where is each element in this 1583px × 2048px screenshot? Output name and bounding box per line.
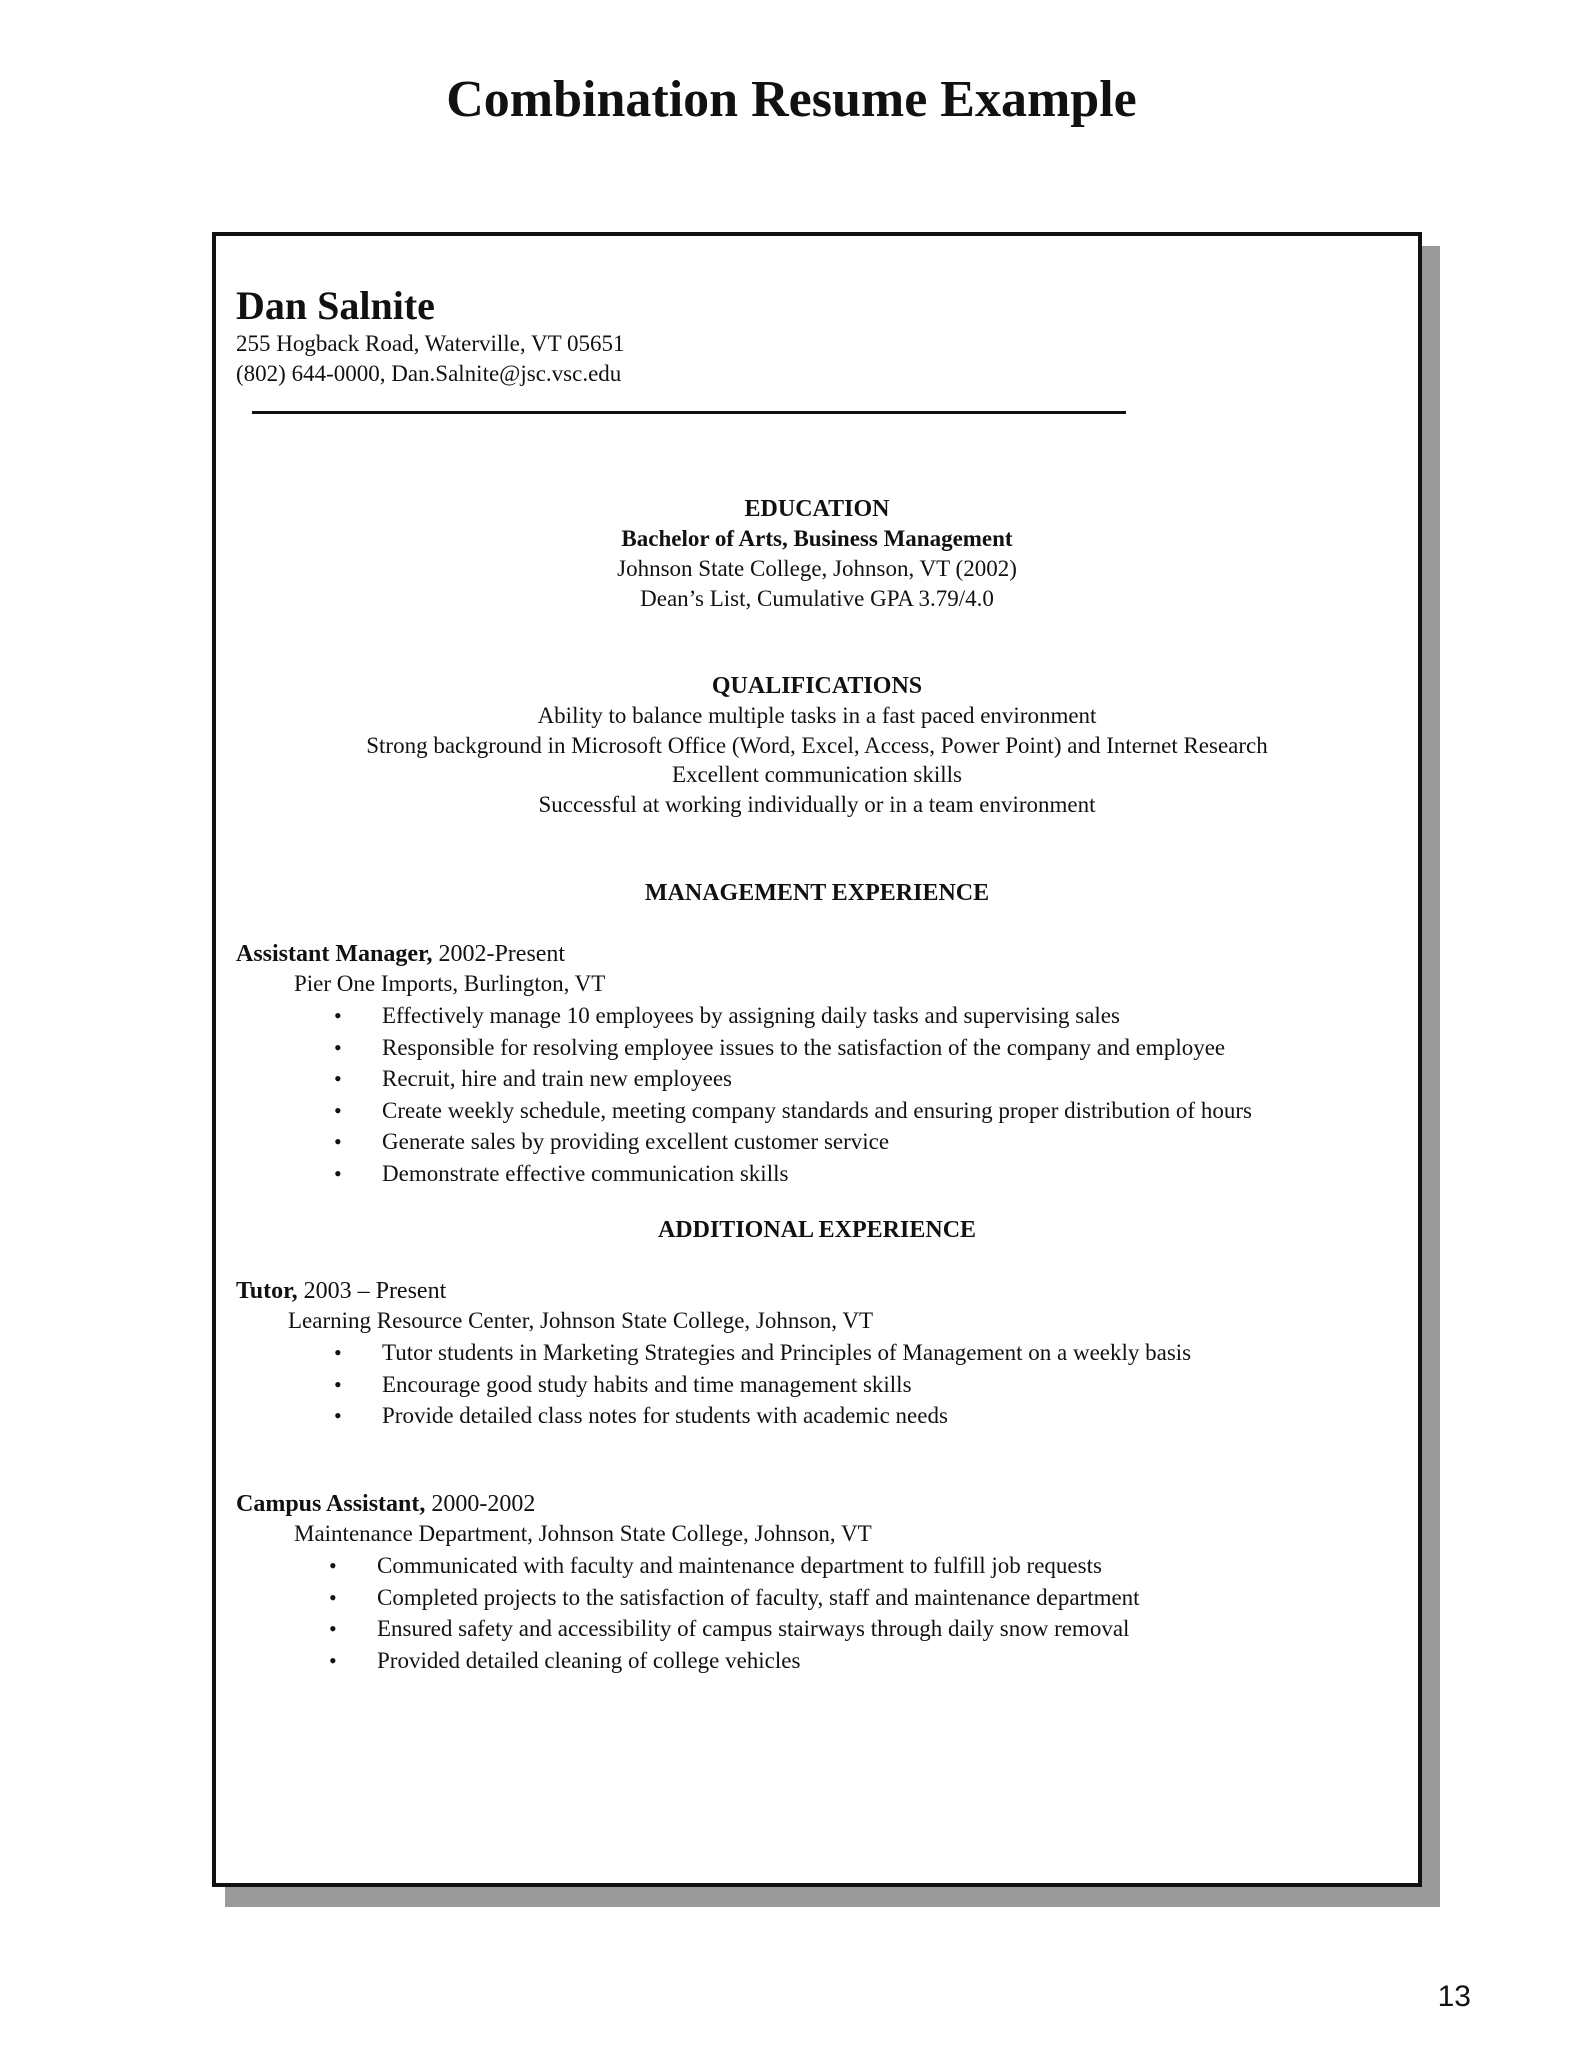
- list-item: • Create weekly schedule, meeting company standards and ensuring proper distribution of hours: [334, 1095, 1252, 1127]
- job-dates: 2000-2002: [425, 1491, 536, 1517]
- job-title-line: [236, 1278, 446, 1305]
- job-title-line: [236, 1491, 535, 1518]
- list-item: • Responsible for resolving employee issues to the satisfaction of the company and employee: [334, 1032, 1252, 1064]
- education-honors: Dean’s List, Cumulative GPA 3.79/4.0: [640, 586, 994, 611]
- education-school: Johnson State College, Johnson, VT (2002): [617, 556, 1017, 581]
- address-line: 255 Hogback Road, Waterville, VT 05651: [236, 331, 625, 356]
- job-dates: 2003 – Present: [297, 1278, 447, 1304]
- qualification-item: Successful at working individually or in a team environment: [538, 792, 1096, 817]
- contact-line: (802) 644-0000, Dan.Salnite@jsc.vsc.edu: [236, 361, 622, 386]
- qualification-item: Excellent communication skills: [672, 762, 962, 787]
- management-experience-heading: MANAGEMENT EXPERIENCE: [644, 880, 990, 906]
- job-organization: Pier One Imports, Burlington, VT: [294, 971, 606, 996]
- page-title: Combination Resume Example: [446, 71, 1137, 128]
- job-title-line: [236, 941, 565, 968]
- qualification-item: Ability to balance multiple tasks in a fast paced environment: [537, 703, 1097, 728]
- qualification-item: Strong background in Microsoft Office (Word, Excel, Access, Power Point) and Internet Research: [366, 733, 1268, 758]
- candidate-name: Dan Salnite: [236, 283, 435, 328]
- additional-experience-heading: ADDITIONAL EXPERIENCE: [657, 1217, 977, 1243]
- job-title: Tutor,: [236, 1278, 298, 1304]
- job-organization: Maintenance Department, Johnson State College, Johnson, VT: [294, 1521, 872, 1546]
- job-bullet-list: [334, 1337, 1191, 1432]
- job-title: Assistant Manager,: [236, 941, 433, 967]
- list-item: • Provided detailed cleaning of college vehicles: [329, 1645, 1140, 1677]
- list-item: • Tutor students in Marketing Strategies and Principles of Management on a weekly basis: [334, 1337, 1191, 1369]
- qualifications-heading: QUALIFICATIONS: [711, 673, 923, 699]
- list-item: • Effectively manage 10 employees by assigning daily tasks and supervising sales: [334, 1000, 1252, 1032]
- job-bullet-list: [329, 1550, 1140, 1676]
- list-item: • Demonstrate effective communication skills: [334, 1158, 1252, 1190]
- job-organization: Learning Resource Center, Johnson State College, Johnson, VT: [288, 1308, 874, 1333]
- list-item: • Generate sales by providing excellent customer service: [334, 1126, 1252, 1158]
- job-dates: 2002-Present: [432, 941, 566, 967]
- resume-sheet: [212, 232, 1422, 1887]
- list-item: • Recruit, hire and train new employees: [334, 1063, 1252, 1095]
- list-item: • Provide detailed class notes for students with academic needs: [334, 1400, 1191, 1432]
- list-item: • Encourage good study habits and time management skills: [334, 1369, 1191, 1401]
- education-degree: Bachelor of Arts, Business Management: [621, 526, 1013, 551]
- header-divider: [252, 411, 1126, 414]
- job-bullet-list: [334, 1000, 1252, 1189]
- list-item: • Communicated with faculty and maintenance department to fulfill job requests: [329, 1550, 1140, 1582]
- page-number: 13: [1437, 1980, 1471, 2013]
- education-heading: EDUCATION: [744, 496, 890, 522]
- job-title: Campus Assistant,: [236, 1491, 426, 1517]
- list-item: • Completed projects to the satisfaction of faculty, staff and maintenance department: [329, 1582, 1140, 1614]
- list-item: • Ensured safety and accessibility of campus stairways through daily snow removal: [329, 1613, 1140, 1645]
